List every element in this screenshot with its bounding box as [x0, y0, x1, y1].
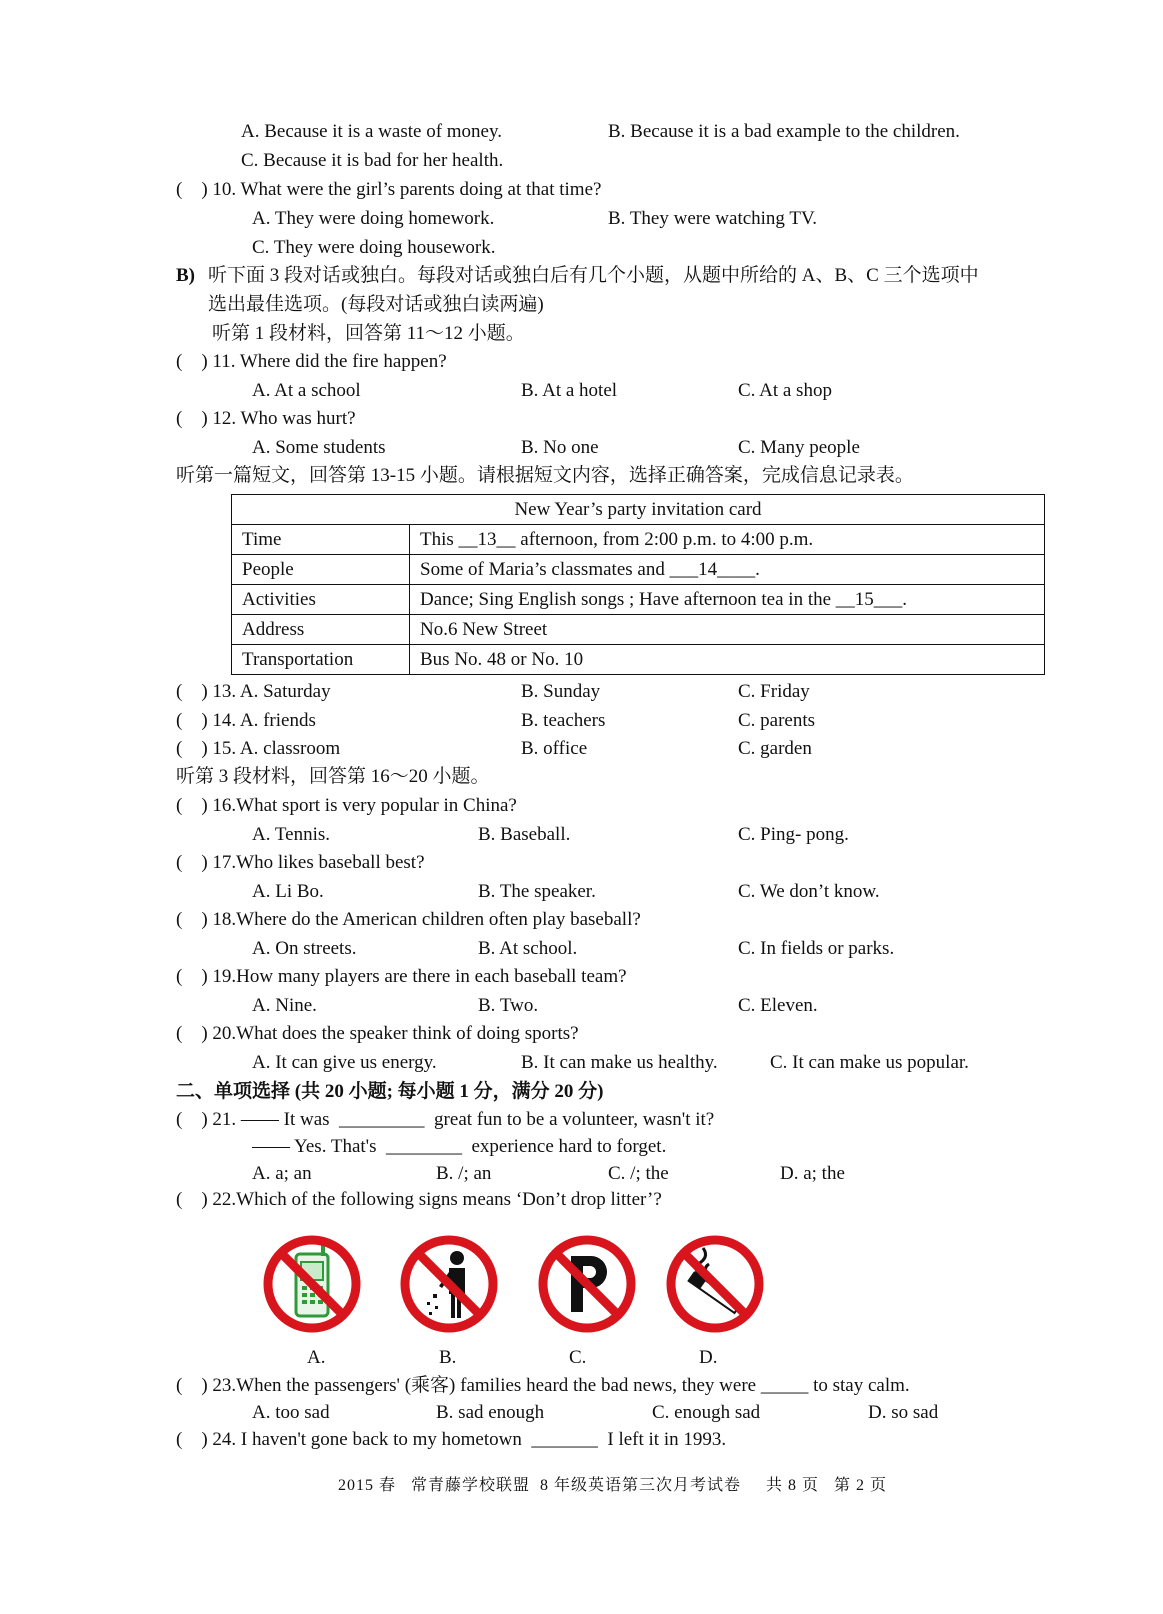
table-row — [232, 555, 1045, 585]
q20-option-c: C. It can make us popular. — [770, 1052, 969, 1073]
q13-stem: ( ) 13. A. Saturday — [176, 681, 331, 702]
q23-option-b: B. sad enough — [436, 1402, 545, 1423]
row-label: Transportation — [232, 645, 410, 675]
q22-stem: ( ) 22.Which of the following signs means ‘Don’t drop litter’? — [176, 1189, 662, 1210]
q21-option-d: D. a; the — [780, 1163, 845, 1184]
q14-option-c: C. parents — [738, 710, 816, 731]
q18-option-b: B. At school. — [478, 938, 578, 959]
q16-stem: ( ) 16.What sport is very popular in China? — [176, 795, 517, 816]
section-2-heading: 二、单项选择 (共 20 小题; 每小题 1 分，满分 20 分) — [176, 1081, 604, 1102]
q20-option-a: A. It can give us energy. — [252, 1052, 437, 1073]
table-title-row — [232, 495, 1045, 525]
q15-stem: ( ) 15. A. classroom — [176, 738, 341, 759]
section-b-instruction-line1: 听下面 3 段对话或独白。每段对话或独白后有几个小题，从题中所给的 A、B、C 三个选项中 — [208, 265, 979, 286]
q9-option-a: A. Because it is a waste of money. — [241, 121, 502, 142]
q10-option-c: C. They were doing housework. — [252, 237, 496, 258]
q11-stem: ( ) 11. Where did the fire happen? — [176, 351, 447, 372]
q23-option-a: A. too sad — [252, 1402, 330, 1423]
q10-stem: ( ) 10. What were the girl’s parents doing at that time? — [176, 179, 602, 200]
q15-option-b: B. office — [521, 738, 588, 759]
q10-option-a: A. They were doing homework. — [252, 208, 495, 229]
q15-option-c: C. garden — [738, 738, 812, 759]
table-row — [232, 615, 1045, 645]
q9-option-b: B. Because it is a bad example to the children. — [608, 121, 960, 142]
q18-stem: ( ) 18.Where do the American children often play baseball? — [176, 909, 641, 930]
q17-option-c: C. We don’t know. — [738, 881, 880, 902]
row-value: This __13__ afternoon, from 2:00 p.m. to 4:00 p.m. — [410, 525, 1045, 555]
q21-line1: ( ) 21. —— It was _________ great fun to be a volunteer, wasn't it? — [176, 1109, 715, 1130]
q11-option-b: B. At a hotel — [521, 380, 618, 401]
part3-heading: 听第 3 段材料，回答第 16～20 小题。 — [176, 766, 490, 787]
q20-option-b: B. It can make us healthy. — [521, 1052, 718, 1073]
q16-option-c: C. Ping- pong. — [738, 824, 849, 845]
sign-label-b: B. — [439, 1347, 457, 1368]
q17-option-b: B. The speaker. — [478, 881, 596, 902]
q21-line2: —— Yes. That's ________ experience hard to forget. — [252, 1136, 667, 1157]
table-row — [232, 585, 1045, 615]
q19-stem: ( ) 19.How many players are there in each baseball team? — [176, 966, 627, 987]
row-label: Activities — [232, 585, 410, 615]
q12-stem: ( ) 12. Who was hurt? — [176, 408, 356, 429]
q18-option-a: A. On streets. — [252, 938, 357, 959]
no-littering-sign-icon — [397, 1232, 501, 1336]
q13-option-c: C. Friday — [738, 681, 810, 702]
row-value: Dance; Sing English songs ; Have afternoon tea in the __15___. — [410, 585, 1045, 615]
table-row — [232, 525, 1045, 555]
q21-option-a: A. a; an — [252, 1163, 312, 1184]
row-label: Address — [232, 615, 410, 645]
row-label: Time — [232, 525, 410, 555]
sign-label-d: D. — [699, 1347, 718, 1368]
q19-option-c: C. Eleven. — [738, 995, 818, 1016]
q12-option-c: C. Many people — [738, 437, 860, 458]
q19-option-a: A. Nine. — [252, 995, 317, 1016]
q9-option-c: C. Because it is bad for her health. — [241, 150, 504, 171]
q23-option-d: D. so sad — [868, 1402, 939, 1423]
sign-label-c: C. — [569, 1347, 587, 1368]
row-value: No.6 New Street — [410, 615, 1045, 645]
page-footer: 2015 春 常青藤学校联盟 8 年级英语第三次月考试卷 共 8 页 第 2 页 — [338, 1477, 888, 1494]
q11-option-c: C. At a shop — [738, 380, 832, 401]
no-smoking-sign-icon — [663, 1232, 767, 1336]
section-b-instruction-line2: 选出最佳选项。(每段对话或独白读两遍) — [208, 294, 544, 315]
sign-label-a: A. — [307, 1347, 326, 1368]
q10-option-b: B. They were watching TV. — [608, 208, 817, 229]
q21-option-b: B. /; an — [436, 1163, 492, 1184]
row-value: Bus No. 48 or No. 10 — [410, 645, 1045, 675]
q12-option-b: B. No one — [521, 437, 599, 458]
no-mobile-phone-sign-icon — [260, 1232, 364, 1336]
q19-option-b: B. Two. — [478, 995, 539, 1016]
q17-stem: ( ) 17.Who likes baseball best? — [176, 852, 425, 873]
q17-option-a: A. Li Bo. — [252, 881, 324, 902]
q18-option-c: C. In fields or parks. — [738, 938, 895, 959]
q11-option-a: A. At a school — [252, 380, 361, 401]
table-title: New Year’s party invitation card — [232, 495, 1045, 525]
q24-stem: ( ) 24. I haven't gone back to my hometown _______ I left it in 1993. — [176, 1429, 727, 1450]
row-value: Some of Maria’s classmates and ___14____. — [410, 555, 1045, 585]
table-row — [232, 645, 1045, 675]
invitation-table — [231, 494, 1045, 675]
q20-stem: ( ) 20.What does the speaker think of doing sports? — [176, 1023, 579, 1044]
q16-option-b: B. Baseball. — [478, 824, 571, 845]
q16-option-a: A. Tennis. — [252, 824, 331, 845]
row-label: People — [232, 555, 410, 585]
q14-option-b: B. teachers — [521, 710, 606, 731]
q21-option-c: C. /; the — [608, 1163, 669, 1184]
q23-stem: ( ) 23.When the passengers' (乘客) families heard the bad news, they were _____ to stay calm. — [176, 1375, 910, 1396]
q13-option-b: B. Sunday — [521, 681, 601, 702]
q14-stem: ( ) 14. A. friends — [176, 710, 316, 731]
part1-heading: 听第 1 段材料，回答第 11～12 小题。 — [212, 323, 525, 344]
section-b-marker: B) — [176, 265, 195, 286]
passage-heading: 听第一篇短文，回答第 13-15 小题。请根据短文内容，选择正确答案，完成信息记录表。 — [176, 465, 914, 486]
q12-option-a: A. Some students — [252, 437, 386, 458]
no-parking-sign-icon — [535, 1232, 639, 1336]
q23-option-c: C. enough sad — [652, 1402, 761, 1423]
